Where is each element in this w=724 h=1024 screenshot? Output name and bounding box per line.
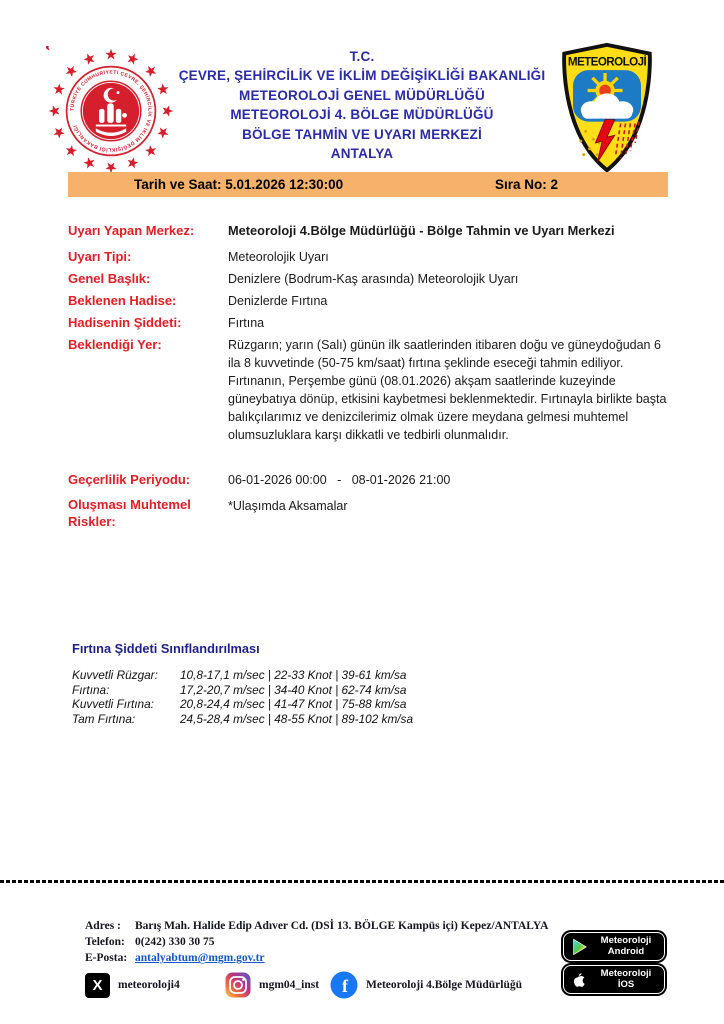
address-label: Adres : xyxy=(85,920,121,932)
storm-scale-row xyxy=(72,697,413,712)
storm-scale-row xyxy=(72,712,413,727)
field-value-severity: Fırtına xyxy=(228,316,265,330)
storm-class-range: 17,2-20,7 m/sec | 34-40 Knot | 62-74 km/sa xyxy=(180,682,407,697)
android-badge-line2: Android xyxy=(607,945,645,957)
facebook-page-name[interactable]: Meteoroloji 4.Bölge Müdürlüğü xyxy=(366,979,522,991)
phone-label: Telefon: xyxy=(85,936,125,949)
letterhead-line-directorate: METEOROLOJİ GENEL MÜDÜRLÜĞÜ xyxy=(239,87,485,103)
x-handle[interactable]: meteoroloji4 xyxy=(118,979,180,991)
field-value-title: Denizlere (Bodrum-Kaş arasında) Meteorolojik Uyarı xyxy=(228,272,519,286)
letterhead-line-region: METEOROLOJİ 4. BÖLGE MÜDÜRLÜĞÜ xyxy=(230,107,494,123)
field-value-risks: *Ulaşımda Aksamalar xyxy=(228,499,348,513)
svg-text:f: f xyxy=(342,976,348,996)
storm-class-range: 10,8-17,1 m/sec | 22-33 Knot | 39-61 km/sa xyxy=(180,668,407,682)
letterhead-line-tc: T.C. xyxy=(349,49,375,64)
email-label: E-Posta: xyxy=(85,952,128,965)
x-twitter-icon[interactable]: X xyxy=(85,973,110,998)
meteoroloji-shield-icon xyxy=(548,40,666,176)
shield-title-text: METEOROLOJİ xyxy=(567,55,647,69)
email-link[interactable]: antalyabtum@mgm.gov.tr xyxy=(135,952,265,965)
info-bar xyxy=(68,172,668,197)
field-label-location: Beklendiği Yer: xyxy=(68,337,162,352)
facebook-icon[interactable] xyxy=(330,971,358,999)
google-play-icon xyxy=(570,938,588,956)
letterhead-line-center: BÖLGE TAHMİN VE UYARI MERKEZİ xyxy=(242,126,482,142)
instagram-handle[interactable]: mgm04_inst xyxy=(259,979,320,991)
ios-badge-line2: İOS xyxy=(617,978,635,990)
contact-block xyxy=(85,918,565,967)
field-value-type: Meteorolojik Uyarı xyxy=(228,250,329,264)
field-value-location: Rüzgarın; yarın (Salı) günün ilk saatlerinden itibaren doğu ve güneydoğudan 6 ila 8 kuvvetinde (50-75 km/saat) fırtına şeklinde eseceği tahmin ediliyor. Fırtınanın, Perşembe günü (08.01.2026) akşam saatlerinde kuzeyinde güneybatıya dönüp, etkisini kaybetmesi beklenmektedir. Fırtınayla birlikte başta balıkçılarımız ve denizcilerimiz olmak üzere meydana gelmesi muhtemel olumsuzluklara karşı dikkatli ve tedbirli olunmalıdır. xyxy=(228,338,667,442)
field-label-title: Genel Başlık: xyxy=(68,271,151,286)
apple-icon xyxy=(570,971,588,989)
storm-class-range: 24,5-28,4 m/sec | 48-55 Knot | 89-102 km/sa xyxy=(180,711,414,726)
x-social-link[interactable] xyxy=(85,970,180,1000)
field-label-type: Uyarı Tipi: xyxy=(68,249,132,264)
storm-scale-row xyxy=(72,683,413,698)
document-letterhead xyxy=(152,47,572,163)
storm-class-name: Fırtına: xyxy=(72,682,110,697)
address-value: Barış Mah. Halide Edip Adıver Cd. (DSİ 13. BÖLGE Kampüs içi) Kepez/ANTALYA xyxy=(135,920,549,932)
storm-scale-table xyxy=(72,668,413,726)
sequence-number: Sıra No: 2 xyxy=(495,177,559,192)
ios-badge-line1: Meteoroloji xyxy=(600,968,652,979)
field-label-validity: Geçerlilik Periyodu: xyxy=(68,472,191,487)
storm-class-name: Kuvvetli Fırtına: xyxy=(72,697,154,712)
storm-scale-row xyxy=(72,668,413,683)
field-label-event: Beklenen Hadise: xyxy=(68,293,177,308)
storm-scale-title: Fırtına Şiddeti Sınıflandırılması xyxy=(72,641,260,656)
letterhead-line-city: ANTALYA xyxy=(330,146,394,162)
date-time-value: Tarih ve Saat: 5.01.2026 12:30:00 xyxy=(134,177,344,192)
android-app-badge[interactable] xyxy=(563,932,665,961)
storm-class-name: Tam Fırtına: xyxy=(72,711,136,726)
letterhead-line-ministry: ÇEVRE, ŞEHİRCİLİK VE İKLİM DEĞİŞİKLİĞİ BAKANLIĞI xyxy=(178,68,546,84)
emblem-arc-text: TÜRKİYE CUMHURİYETİ ÇEVRE, ŞEHİRCİLİK VE İKLİM DEĞİŞİKLİĞİ BAKANLIĞI xyxy=(69,69,153,153)
phone-value: 0(242) 330 30 75 xyxy=(135,936,215,949)
field-value-validity: 06-01-2026 00:00 - 08-01-2026 21:00 xyxy=(228,473,451,487)
field-value-event: Denizlerde Fırtına xyxy=(228,294,328,308)
storm-class-range: 20,8-24,4 m/sec | 41-47 Knot | 75-88 km/sa xyxy=(180,697,407,712)
instagram-social-link[interactable] xyxy=(225,970,319,1000)
field-label-severity: Hadisenin Şiddeti: xyxy=(68,315,182,330)
ios-app-badge[interactable] xyxy=(563,965,665,994)
app-badges xyxy=(563,932,665,994)
facebook-social-link[interactable] xyxy=(330,970,522,1000)
field-label-risks: Oluşması Muhtemel Riskler: xyxy=(68,497,191,529)
instagram-icon[interactable] xyxy=(225,972,251,998)
storm-class-name: Kuvvetli Rüzgar: xyxy=(72,668,158,682)
field-value-center: Meteoroloji 4.Bölge Müdürlüğü - Bölge Tahmin ve Uyarı Merkezi xyxy=(228,223,615,238)
android-badge-line1: Meteoroloji xyxy=(600,935,652,946)
field-label-center: Uyarı Yapan Merkez: xyxy=(68,223,195,238)
dashed-separator xyxy=(0,880,724,883)
